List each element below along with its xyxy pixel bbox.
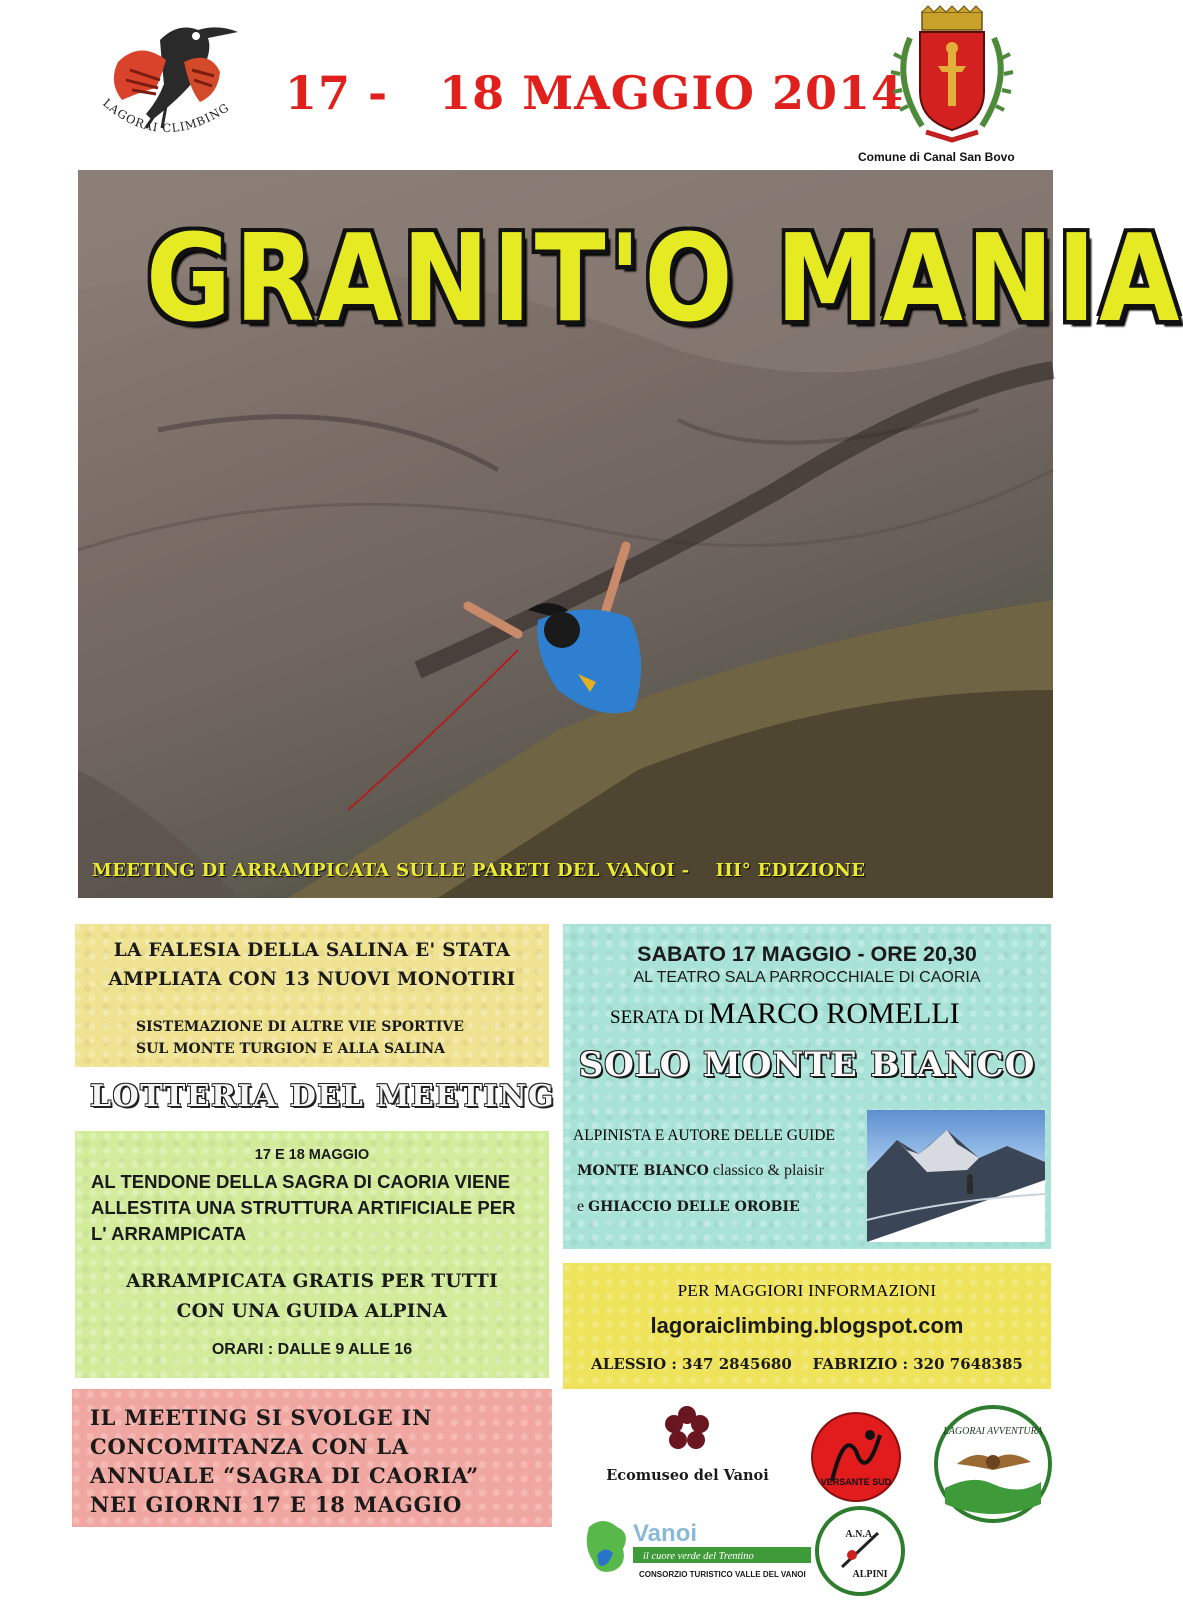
lagorai-avventura-logo	[933, 1404, 1053, 1524]
municipal-crest-icon	[882, 8, 1022, 148]
sagra-line-3: ANNUALE “SAGRA DI CAORIA”	[90, 1463, 480, 1488]
guide-line-1	[577, 1162, 824, 1180]
guide-monte-bianco-suffix: classico & plaisir	[708, 1162, 824, 1179]
serata-where: AL TEATRO SALA PARROCCHIALE DI CAORIA	[633, 969, 981, 986]
sistemazione-text	[136, 1016, 464, 1060]
tendone-dates: 17 E 18 MAGGIO	[254, 1147, 370, 1163]
sistemazione-line-1: SISTEMAZIONE DI ALTRE VIE SPORTIVE	[136, 1019, 464, 1035]
falesia-line-1: LA FALESIA DELLA SALINA E' STATA	[113, 940, 511, 961]
vanoi-consorzio: CONSORZIO TURISTICO VALLE DEL VANOI	[639, 1570, 806, 1579]
contact-fabrizio: FABRIZIO : 320 7648385	[812, 1355, 1023, 1373]
ana-line-2: ALPINI	[852, 1569, 888, 1580]
free-climbing-text	[75, 1267, 549, 1327]
hero-subtitle: MEETING DI ARRAMPICATA SULLE PARETI DEL VANOI - III° EDIZIONE	[92, 860, 866, 881]
guide-line-2	[577, 1198, 800, 1216]
falesia-panel	[75, 924, 549, 1067]
falesia-text	[75, 936, 549, 994]
contact-alessio: ALESSIO : 347 2845680	[591, 1355, 792, 1373]
sagra-line-2: CONCOMITANZA CON LA	[90, 1434, 409, 1459]
serata-when: SABATO 17 MAGGIO - ORE 20,30	[637, 942, 977, 966]
ecomuseo-flower-icon	[600, 1401, 775, 1461]
versante-sud-logo	[810, 1411, 902, 1503]
lotteria-heading: LOTTERIA DEL MEETING	[90, 1079, 556, 1114]
tendone-line-1: AL TENDONE DELLA SAGRA DI CAORIA VIENE	[91, 1171, 511, 1192]
ana-alpini-logo	[812, 1505, 908, 1597]
tendone-line-3: L' ARRAMPICATA	[91, 1223, 247, 1244]
contacts	[563, 1355, 1051, 1373]
free-climbing-line-2: CON UNA GUIDA ALPINA	[176, 1301, 448, 1322]
lagorai-avventura-label: LAGORAI AVVENTURA	[943, 1426, 1043, 1437]
guide-ghiaccio-orobie: GHIACCIO DELLE OROBIE	[588, 1199, 800, 1215]
lagorai-climbing-logo-text	[92, 98, 242, 158]
tendone-panel	[75, 1131, 549, 1378]
opening-hours: ORARI : DALLE 9 ALLE 16	[211, 1341, 413, 1358]
event-date: 17 - 18 MAGGIO 2014	[285, 66, 904, 120]
guide-2-prefix: e	[577, 1198, 589, 1215]
falesia-line-2: AMPLIATA CON 13 NUOVI MONOTIRI	[108, 969, 516, 990]
vanoi-name: Vanoi	[633, 1520, 698, 1547]
ana-line-1: A.N.A.	[845, 1529, 875, 1540]
speaker-bio: ALPINISTA E AUTORE DELLE GUIDE	[573, 1127, 835, 1144]
sagra-text	[90, 1403, 540, 1519]
versante-sud-label: VERSANTE SUD	[820, 1477, 892, 1487]
free-climbing-line-1: ARRAMPICATA GRATIS PER TUTTI	[126, 1271, 498, 1292]
vanoi-consorzio-logo	[583, 1513, 813, 1593]
blog-url[interactable]: lagoraiclimbing.blogspot.com	[650, 1313, 964, 1338]
vanoi-tagline: il cuore verde del Trentino	[643, 1551, 754, 1562]
info-heading: PER MAGGIORI INFORMAZIONI	[677, 1281, 937, 1300]
serata-panel	[563, 924, 1051, 1249]
serata-di-label: SERATA DI	[610, 1007, 709, 1028]
info-panel	[563, 1263, 1051, 1389]
lagorai-climbing-label: LAGORAI CLIMBING	[100, 98, 232, 136]
speaker-name: MARCO ROMELLI	[708, 997, 960, 1030]
show-title: SOLO MONTE BIANCO	[578, 1045, 1036, 1085]
ecomuseo-logo	[600, 1401, 775, 1506]
comune-caption: Comune di Canal San Bovo	[858, 150, 1015, 164]
tendone-line-2: ALLESTITA UNA STRUTTURA ARTIFICIALE PER	[91, 1197, 516, 1218]
serata-speaker-line	[610, 997, 960, 1031]
guide-monte-bianco: MONTE BIANCO	[577, 1163, 709, 1179]
mountain-photo	[867, 1110, 1045, 1242]
svg-text:LAGORAI CLIMBING	[100, 98, 232, 135]
hero-climbing-photo	[78, 170, 1183, 898]
tendone-text	[91, 1169, 541, 1247]
hero-title: GRANIT'O MANIA	[146, 208, 1183, 349]
ecomuseo-label: Ecomuseo del Vanoi	[606, 1467, 769, 1484]
sagra-line-1: IL MEETING SI SVOLGE IN	[90, 1405, 433, 1430]
sagra-line-4: NEI GIORNI 17 E 18 MAGGIO	[90, 1492, 463, 1517]
sagra-panel	[72, 1389, 552, 1527]
sistemazione-line-2: SUL MONTE TURGION E ALLA SALINA	[136, 1041, 445, 1057]
